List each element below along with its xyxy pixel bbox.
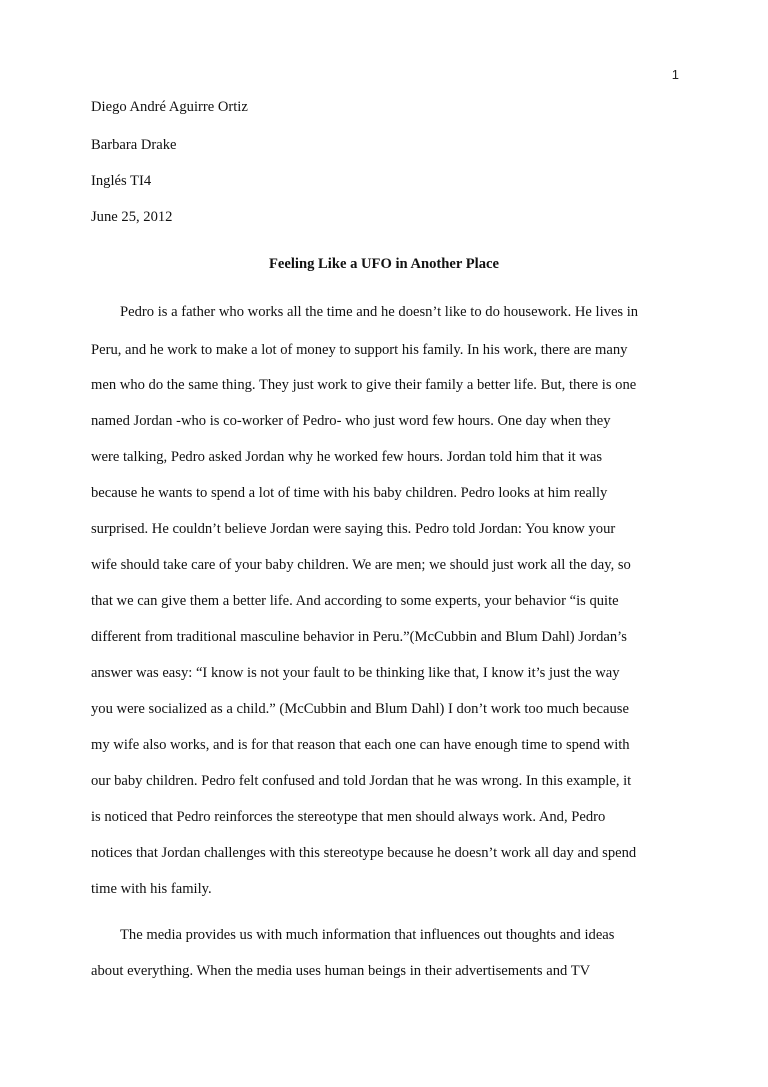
paragraph-line: named Jordan -who is co-worker of Pedro- who just word few hours. One day when they [91,413,611,429]
paragraph-line: about everything. When the media uses human beings in their advertisements and TV [91,963,591,979]
paragraph-line: time with his family. [91,881,212,897]
author-name: Diego André Aguirre Ortiz [91,99,248,115]
course-name: Inglés TI4 [91,173,152,189]
paragraph-line: our baby children. Pedro felt confused and told Jordan that he was wrong. In this example, it [91,773,632,789]
paragraph-line: that we can give them a better life. And according to some experts, your behavior “is quite [91,593,619,609]
paragraph-line: is noticed that Pedro reinforces the stereotype that men should always work. And, Pedro [91,809,606,825]
paragraph-line: wife should take care of your baby children. We are men; we should just work all the day, so [91,557,631,573]
paragraph-line: The media provides us with much information that influences out thoughts and ideas [120,927,615,943]
paragraph-line: different from traditional masculine behavior in Peru.”(McCubbin and Blum Dahl) Jordan’s [91,629,627,645]
paragraph-line: were talking, Pedro asked Jordan why he worked few hours. Jordan told him that it was [91,449,603,465]
essay-title: Feeling Like a UFO in Another Place [269,256,499,272]
instructor-name: Barbara Drake [91,137,177,153]
paragraph-line: Pedro is a father who works all the time and he doesn’t like to do housework. He lives in [120,304,639,320]
paragraph-line: you were socialized as a child.” (McCubbin and Blum Dahl) I don’t work too much because [91,701,629,717]
paragraph-line: Peru, and he work to make a lot of money to support his family. In his work, there are many [91,342,628,358]
paragraph-line: surprised. He couldn’t believe Jordan were saying this. Pedro told Jordan: You know your [91,521,616,537]
page-number: 1 [671,67,679,82]
paragraph-line: notices that Jordan challenges with this stereotype because he doesn’t work all day and spend [91,845,637,861]
paragraph-line: because he wants to spend a lot of time with his baby children. Pedro looks at him really [91,485,608,501]
document-date: June 25, 2012 [91,209,173,225]
paragraph-line: men who do the same thing. They just work to give their family a better life. But, there is one [91,377,637,393]
paragraph-line: my wife also works, and is for that reason that each one can have enough time to spend with [91,737,630,753]
paragraph-line: answer was easy: “I know is not your fault to be thinking like that, I know it’s just the way [91,665,620,681]
